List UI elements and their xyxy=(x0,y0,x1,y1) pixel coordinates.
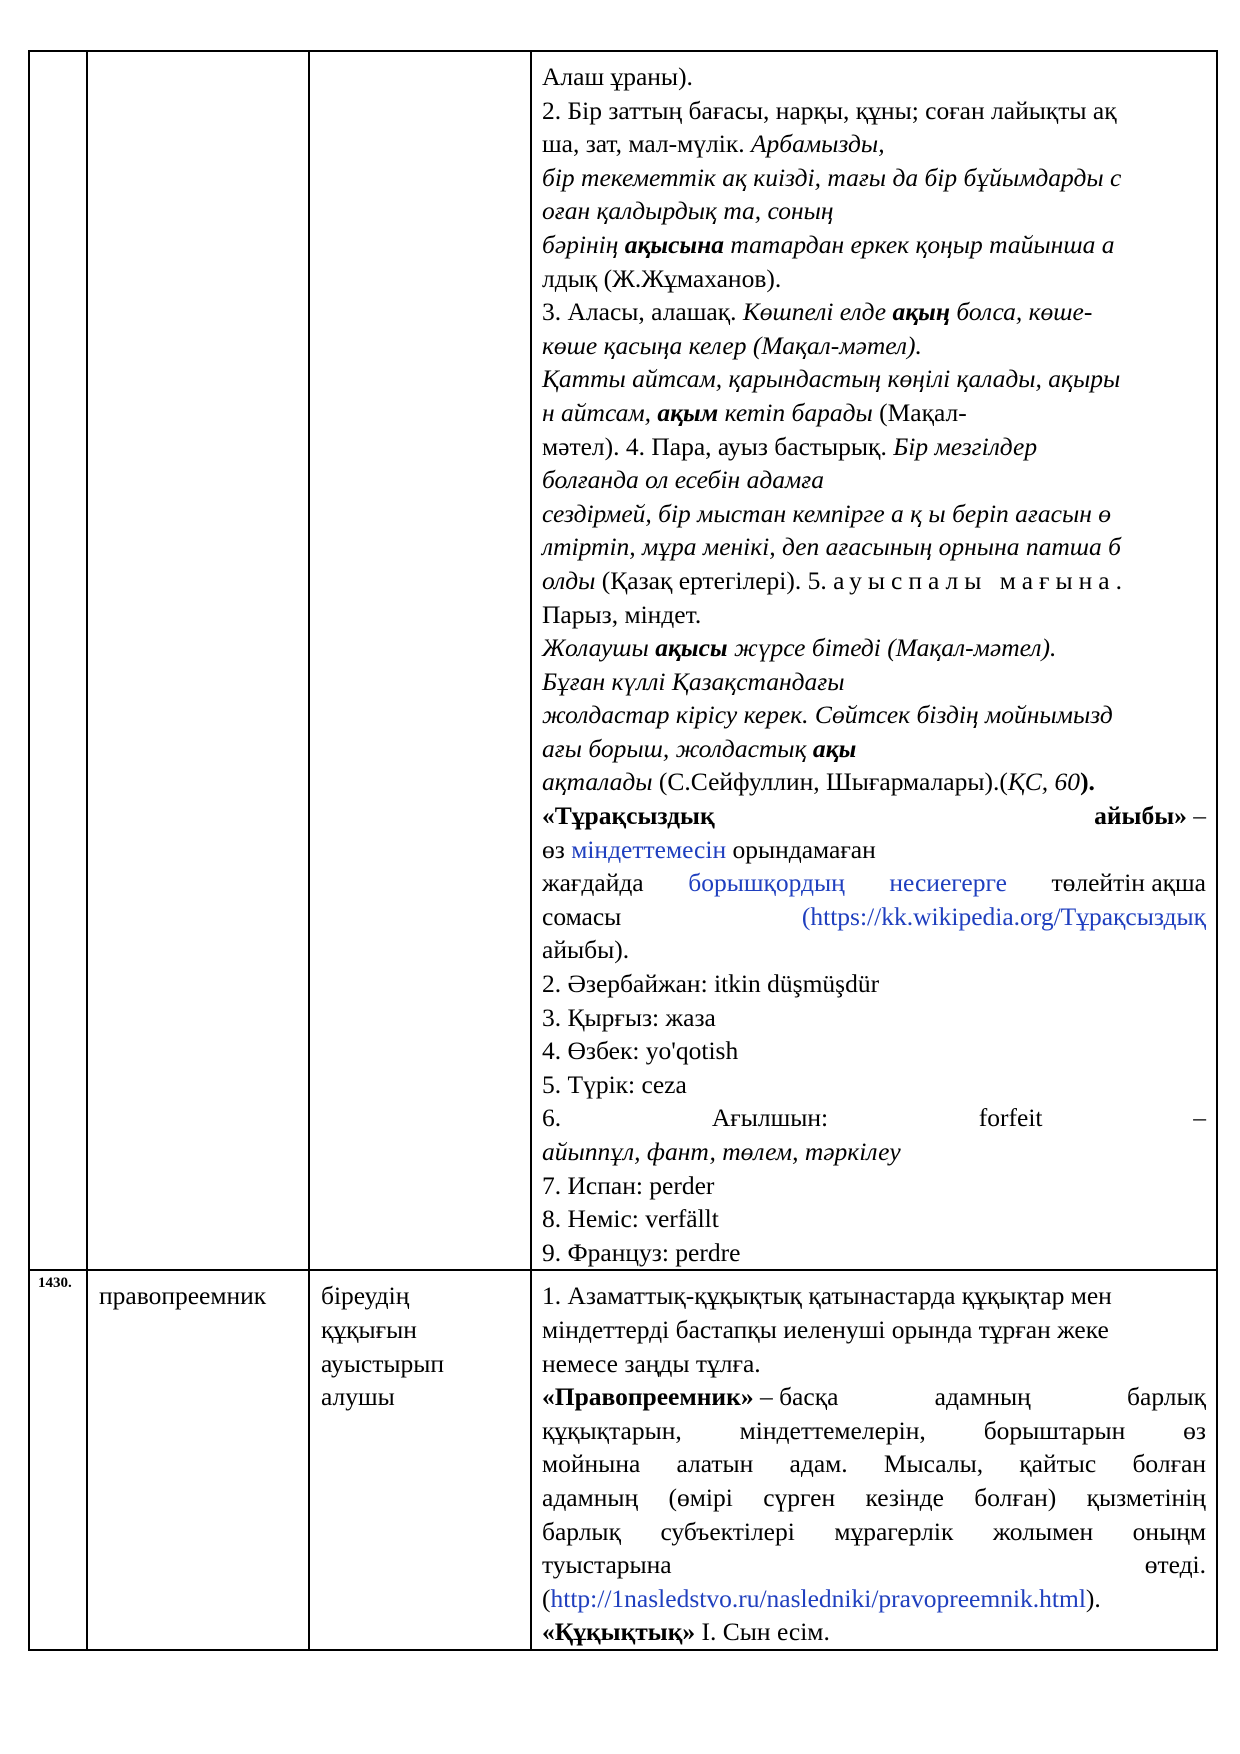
text-span: алатын xyxy=(676,1449,754,1479)
number-cell xyxy=(29,51,87,1270)
definition-text xyxy=(532,1271,1216,1649)
table-row xyxy=(29,51,1217,1270)
example-text xyxy=(542,732,1206,766)
example-text xyxy=(542,228,1206,262)
text-span: ). xyxy=(1080,767,1095,797)
text-line xyxy=(542,564,1206,598)
example-text: Бір мезгілдер xyxy=(893,431,1038,461)
term-heading: «Правопреемник» xyxy=(542,1382,754,1412)
text-span: Мысалы, xyxy=(883,1449,984,1479)
definition-cell xyxy=(531,51,1217,1270)
definition-text xyxy=(532,52,1216,1269)
text-span: адам. xyxy=(789,1449,848,1479)
text-span: 5. xyxy=(807,565,834,595)
keyword: ақың xyxy=(892,297,951,327)
text-line xyxy=(542,1380,1206,1414)
example-text: Арбамызды, xyxy=(750,129,885,159)
translation-cell xyxy=(309,51,531,1270)
text-span: сүрген xyxy=(763,1482,836,1512)
text-line: Алаш ұраны). xyxy=(542,62,693,91)
text-span: жағдайда xyxy=(542,868,644,898)
translation-line: 7. Испан: perder xyxy=(542,1170,715,1200)
text-line xyxy=(542,1481,1206,1515)
keyword: ақысы xyxy=(655,633,728,663)
text-line xyxy=(542,1615,1206,1649)
text-line: айыбы). xyxy=(542,935,630,965)
number-cell xyxy=(29,1270,87,1650)
text-line xyxy=(542,799,1206,833)
text-line: Парыз, міндет. xyxy=(542,599,702,629)
spaced-text: ауыспалы мағына. xyxy=(833,565,1128,595)
example-text: болғанда ол есебін адамға xyxy=(542,465,824,495)
wiki-link[interactable]: міндеттемесін xyxy=(571,834,727,864)
text-line xyxy=(542,631,1206,665)
term-cell xyxy=(87,1270,309,1650)
text-span: (С.Сейфуллин, Шығармалары).( xyxy=(652,767,1008,797)
example-text: Қатты айтсам, қарындастың көңілі қалады, ақыры xyxy=(542,364,1121,394)
text-line: алушы xyxy=(321,1382,395,1412)
text-span: туыстарына xyxy=(542,1550,672,1580)
translation-line: 9. Француз: perdre xyxy=(542,1237,741,1267)
text-line xyxy=(542,1414,1206,1448)
example-text: көше қасыңа келер (Мақал-мәтел). xyxy=(542,330,922,360)
text-line xyxy=(542,396,1206,430)
text-span: (өмірі xyxy=(668,1482,733,1512)
keyword: ақы xyxy=(812,733,857,763)
text-span: барлық xyxy=(542,1516,621,1546)
text-span: бәрінің xyxy=(542,229,625,259)
text-line: 1. Азаматтық-құқықтық қатынастарда құқықтар мен xyxy=(542,1281,1112,1311)
text-span: ша, зат, мал-мүлік. xyxy=(542,129,751,159)
text-line xyxy=(542,1515,1206,1549)
text-line: лдық (Ж.Жұмаханов). xyxy=(542,263,782,293)
term-text: правопреемник xyxy=(99,1281,267,1311)
text-line: міндеттерді бастапқы иеленуші орында тұрған жеке xyxy=(542,1314,1109,1344)
text-line xyxy=(542,430,1206,464)
url-link[interactable]: (https://kk.wikipedia.org/Тұрақсыздық xyxy=(801,901,1206,931)
text-span: (Қазақ ертегілері). xyxy=(595,565,808,595)
text-line xyxy=(542,866,1206,900)
text-span: қайтыс xyxy=(1019,1449,1097,1479)
text-span: барлық xyxy=(1127,1382,1206,1412)
translation-line: 3. Қырғыз: жаза xyxy=(542,1002,716,1032)
text-span: өтеді. xyxy=(1144,1550,1206,1580)
text-span: өз xyxy=(542,834,572,864)
translation-line: 5. Түрік: ceza xyxy=(542,1069,687,1099)
text-span: болған xyxy=(1132,1449,1206,1479)
example-text: жолдастар кірісу керек. Сөйтсек біздің мойнымызд xyxy=(542,700,1113,730)
translation-line: 2. Әзербайжан: itkin düşmüşdür xyxy=(542,969,880,999)
text-line xyxy=(542,1548,1206,1582)
example-text: айыппұл, фант, төлем, тәркілеу xyxy=(542,1137,901,1166)
text-span: құқықтарын, xyxy=(542,1415,682,1445)
keyword: ақысына xyxy=(624,229,725,259)
wiki-link[interactable]: несиегерге xyxy=(889,868,1007,898)
keyword: ақым xyxy=(657,397,719,427)
text-span: – xyxy=(1186,801,1206,831)
example-text: ақталады xyxy=(542,767,653,797)
term-heading: «Тұрақсыздық xyxy=(542,801,715,831)
example-text: жүрсе бітеді (Мақал-мәтел). xyxy=(727,633,1057,663)
text-span: адамның xyxy=(542,1482,639,1512)
text-line xyxy=(542,1582,1206,1616)
example-text: лтіртіп, мұра менікі, деп ағасының орнына патша б xyxy=(542,532,1121,562)
text-span: – басқа xyxy=(753,1382,839,1412)
text-span: (Мақал- xyxy=(872,397,967,427)
text-span: І. Сын есім. xyxy=(695,1617,830,1647)
example-text: н айтсам, xyxy=(542,397,658,427)
text-span: 6. xyxy=(542,1103,562,1133)
text-span: болған) xyxy=(974,1482,1057,1512)
text-span: борыштарын xyxy=(983,1415,1126,1445)
text-span: оныңм xyxy=(1132,1516,1206,1546)
text-span: ). xyxy=(1085,1583,1101,1613)
text-line xyxy=(542,833,1206,867)
term-heading: айыбы» xyxy=(1094,801,1187,831)
wiki-link[interactable]: борышқордың xyxy=(688,868,845,898)
text-span: сомасы xyxy=(542,901,622,931)
text-line xyxy=(542,900,1206,934)
url-link[interactable]: http://1nasledstvo.ru/nasledniki/pravopreemnik.html xyxy=(550,1583,1086,1613)
text-line: ауыстырып xyxy=(321,1348,445,1378)
example-text: Бұған күллі Қазақстандағы xyxy=(542,666,845,696)
example-text: Көшпелі елде xyxy=(742,297,893,327)
text-line: біреудің xyxy=(321,1281,410,1311)
translation-line: 4. Өзбек: yo'qotish xyxy=(542,1036,739,1066)
text-span: 3. Аласы, алашақ. xyxy=(542,297,743,327)
example-text: олды xyxy=(542,565,596,595)
text-span: төлейтін ақша xyxy=(1051,868,1206,898)
text-span: – xyxy=(1193,1103,1206,1133)
entry-number: 1430. xyxy=(38,1275,72,1292)
text-span: орындамаған xyxy=(726,834,876,864)
text-line: 2. Бір заттың бағасы, нарқы, құны; соған лайықты ақ xyxy=(542,95,1117,125)
text-span: кезінде xyxy=(865,1482,944,1512)
text-span: міндеттемелерін, xyxy=(739,1415,926,1445)
text-line xyxy=(542,765,1206,799)
example-text: оған қалдырдық та, соның xyxy=(542,196,834,226)
text-span: forfeit xyxy=(978,1103,1043,1133)
text-line xyxy=(542,1447,1206,1481)
translation-line: 8. Неміс: verfällt xyxy=(542,1204,719,1234)
glossary-table xyxy=(28,50,1218,1651)
term-heading: «Құқықтық» xyxy=(542,1617,696,1647)
text-span: ағы борыш, жолдастық xyxy=(542,733,813,763)
text-span: адамның xyxy=(934,1382,1031,1412)
text-line: құқығын xyxy=(321,1314,417,1344)
source-ref: ҚС, 60 xyxy=(1007,767,1081,797)
example-text: Жолаушы xyxy=(542,633,656,663)
text-span: өз xyxy=(1183,1415,1206,1445)
text-span: жолымен xyxy=(992,1516,1094,1546)
definition-cell xyxy=(531,1270,1217,1650)
text-span: татардан еркек қоңыр тайынша а xyxy=(724,229,1115,259)
text-span: қызметінің xyxy=(1086,1482,1206,1512)
text-span: Ағылшын: xyxy=(711,1103,829,1133)
text-span: субъектілері xyxy=(660,1516,795,1546)
example-text: бір текеметтік ақ киізді, тағы да бір бұйымдарды с xyxy=(542,162,1122,192)
text-line xyxy=(542,127,1206,161)
text-span: мойнына xyxy=(542,1449,641,1479)
text-line: немесе заңды тұлға. xyxy=(542,1348,761,1378)
text-span: ( xyxy=(542,1583,551,1613)
text-span: мәтел). 4. Пара, ауыз бастырық. xyxy=(542,431,894,461)
translation-line xyxy=(542,1101,1206,1135)
example-text: сездірмей, бір мыстан кемпірге а қ ы беріп ағасын ө xyxy=(542,498,1111,528)
example-text: болса, көше- xyxy=(950,297,1093,327)
table-row xyxy=(29,1270,1217,1650)
text-span: мұрагерлік xyxy=(834,1516,954,1546)
example-text: кетіп барады xyxy=(718,397,873,427)
translation-text xyxy=(310,1271,530,1413)
text-line xyxy=(542,295,1206,329)
term-cell xyxy=(87,51,309,1270)
translation-cell xyxy=(309,1270,531,1650)
